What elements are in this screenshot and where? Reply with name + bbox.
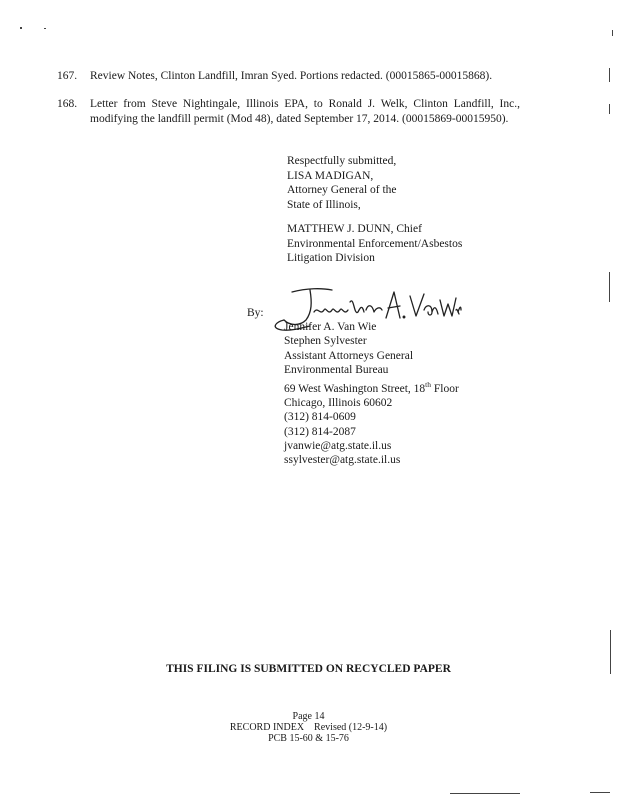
- closing-block: [287, 154, 397, 212]
- record-index-label: RECORD INDEX Revised (12-9-14): [229, 722, 388, 733]
- division-block: [287, 222, 462, 266]
- entry-number: 167.: [57, 70, 78, 82]
- closing-line: Attorney General of the: [287, 184, 397, 196]
- scan-edge-mark: [609, 272, 610, 302]
- signatory-block: [284, 320, 459, 468]
- closing-line: State of Illinois,: [287, 198, 361, 211]
- recycled-paper-notice: THIS FILING IS SUBMITTED ON RECYCLED PAPER: [166, 663, 451, 675]
- email-address[interactable]: ssylvester@atg.state.il.us: [284, 454, 401, 467]
- scan-edge-mark: [590, 792, 610, 793]
- phone-number: (312) 814-0609: [284, 411, 356, 424]
- entry-text: Letter from Steve Nightingale, Illinois EPA, to Ronald J. Welk, Clinton Landfill, Inc., modifying the landfill permit (Mod 48), dated September 17, 2014. (00015869-00015950).: [90, 98, 520, 125]
- city-state-zip: Chicago, Illinois 60602: [284, 396, 393, 409]
- signatory-title: Assistant Attorneys General: [284, 349, 414, 362]
- division-line: Litigation Division: [287, 252, 375, 264]
- scan-speck: [20, 27, 22, 29]
- signatory-name: Jennifer A. Van Wie: [284, 321, 377, 333]
- by-label: By:: [247, 307, 264, 319]
- email-address[interactable]: jvanwie@atg.state.il.us: [284, 440, 392, 453]
- scan-edge-mark: [609, 104, 610, 114]
- co-signatory-name: Stephen Sylvester: [284, 335, 367, 348]
- page-number: Page 14: [292, 711, 325, 722]
- attorney-general-name: LISA MADIGAN,: [287, 169, 374, 182]
- record-entry-167: [57, 69, 527, 85]
- bureau-name: Environmental Bureau: [284, 364, 389, 377]
- phone-number: (312) 814-2087: [284, 425, 356, 438]
- scan-speck: [44, 28, 46, 29]
- page-footer: [0, 711, 617, 744]
- entry-number: 168.: [57, 98, 78, 110]
- scan-edge-mark: [609, 68, 610, 82]
- street-address: 69 West Washington Street, 18th Floor: [284, 379, 459, 395]
- record-entry-168: [57, 97, 527, 143]
- division-chief: MATTHEW J. DUNN, Chief: [287, 223, 422, 235]
- entry-text: Review Notes, Clinton Landfill, Imran Syed. Portions redacted. (00015865-00015868).: [90, 70, 493, 82]
- scan-edge-mark: [450, 793, 520, 794]
- scan-speck: [612, 30, 613, 36]
- division-line: Environmental Enforcement/Asbestos: [287, 237, 463, 250]
- closing-line: Respectfully submitted,: [287, 155, 397, 167]
- case-number: PCB 15-60 & 15-76: [268, 733, 349, 744]
